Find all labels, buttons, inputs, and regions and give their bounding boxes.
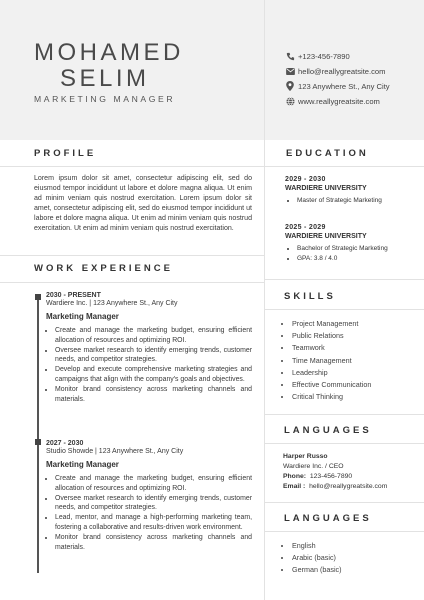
languages-divider <box>265 531 424 532</box>
timeline-marker <box>35 439 41 445</box>
contact-email <box>284 66 385 76</box>
reference-email-label: Email : <box>283 483 306 490</box>
education-years: 2029 - 2030 <box>285 176 326 183</box>
first-name: MOHAMED <box>34 39 184 66</box>
skill-item: • Public Relations <box>292 330 371 342</box>
job-bullet: • Monitor brand consistency across marketing channels and materials. <box>55 533 252 553</box>
reference-divider <box>265 443 424 444</box>
job-role: Marketing Manager <box>46 460 119 469</box>
work-top-divider <box>0 255 264 256</box>
languages-heading: LANGUAGES <box>284 513 372 524</box>
job-bullets <box>46 326 252 404</box>
profile-divider <box>0 166 264 167</box>
skills-divider <box>265 309 424 310</box>
reference-block <box>283 452 387 492</box>
last-name: SELIM <box>60 65 150 92</box>
profile-heading: PROFILE <box>34 148 97 159</box>
job-bullets <box>46 474 252 552</box>
job-bullet: • Create and manage the marketing budget, ensuring efficient allocation of resources and optimizing ROI. <box>55 326 252 346</box>
phone-text: +123-456-7890 <box>298 51 350 61</box>
language-item: • English <box>292 540 342 552</box>
education-divider <box>265 166 424 167</box>
globe-icon <box>284 96 296 106</box>
job-company: Wardiere Inc. | 123 Anywhere St., Any City <box>46 300 178 307</box>
column-divider <box>264 0 265 600</box>
languages-top-divider <box>265 502 424 503</box>
education-item <box>285 224 388 264</box>
skill-item: • Teamwork <box>292 342 371 354</box>
job-bullet: • Develop and execute comprehensive marketing strategies and campaigns that align with the company's goals and objectives. <box>55 365 252 385</box>
contact-website <box>284 96 380 106</box>
reference-phone-label: Phone: <box>283 473 307 480</box>
profile-text: Lorem ipsum dolor sit amet, consectetur adipiscing elit, sed do eiusmod tempor incididunt ut labore et dolore magna aliqua. Ut enim ad minim veniam quis nostrud exercitation. Lorem ipsum dolor sit amet, consectetur adipiscing elit, sed do eiusmod tempor incididunt ut labore et dolore magna aliqua. Ut enim ad minim veniam quis nostrud exercitation. Ut enim ad minim veniam quis nostrud exercitation. <box>34 175 252 232</box>
skills-heading: SKILLS <box>284 291 336 302</box>
language-item: • Arabic (basic) <box>292 552 342 564</box>
skill-item: • Effective Communication <box>292 379 371 391</box>
work-heading: WORK EXPERIENCE <box>34 263 173 274</box>
job-bullet: • Oversee market research to identify emerging trends, customer needs, and competitor strategies. <box>55 494 252 514</box>
education-school: WARDIERE UNIVERSITY <box>285 233 367 240</box>
reference-email[interactable]: hello@reallygreatsite.com <box>309 483 388 490</box>
job-entry <box>46 292 252 404</box>
skill-item: • Time Management <box>292 355 371 367</box>
address-text: 123 Anywhere St., Any City <box>298 81 390 91</box>
education-years: 2025 - 2029 <box>285 224 326 231</box>
location-icon <box>284 81 296 91</box>
reference-phone: 123-456-7890 <box>309 473 353 480</box>
job-bullet: • Monitor brand consistency across marketing channels and materials. <box>55 385 252 405</box>
skill-item: • Critical Thinking <box>292 391 371 403</box>
reference-heading: LANGUAGES <box>284 425 372 436</box>
job-entry <box>46 440 252 552</box>
timeline-line <box>37 296 39 573</box>
education-item <box>285 176 382 206</box>
job-bullet: • Create and manage the marketing budget, ensuring efficient allocation of resources and optimizing ROI. <box>55 474 252 494</box>
skills-top-divider <box>265 279 424 280</box>
education-detail: • GPA: 3.8 / 4.0 <box>297 254 388 264</box>
contact-phone <box>284 51 350 61</box>
job-bullet: • Oversee market research to identify emerging trends, customer needs, and competitor strategies. <box>55 346 252 366</box>
job-bullet: • Lead, mentor, and manage a high-performing marketing team, fostering a collaborative and results-driven work environment. <box>55 513 252 533</box>
skill-item: • Project Management <box>292 318 371 330</box>
job-title: MARKETING MANAGER <box>34 94 176 104</box>
education-detail: • Bachelor of Strategic Marketing <box>297 244 388 254</box>
job-role: Marketing Manager <box>46 312 119 321</box>
skill-item: • Leadership <box>292 367 371 379</box>
reference-company: Wardiere Inc. / CEO <box>283 463 344 470</box>
website-text[interactable]: www.reallygreatsite.com <box>298 96 380 106</box>
education-school: WARDIERE UNIVERSITY <box>285 185 367 192</box>
contact-address <box>284 81 390 91</box>
job-period: 2030 - PRESENT <box>46 292 101 299</box>
job-period: 2027 - 2030 <box>46 440 84 447</box>
email-text[interactable]: hello@reallygreatsite.com <box>298 66 386 76</box>
reference-name: Harper Russo <box>283 453 328 460</box>
education-detail: • Master of Strategic Marketing <box>297 196 382 206</box>
language-item: • German (basic) <box>292 564 342 576</box>
timeline-marker <box>35 294 41 300</box>
phone-icon <box>284 51 296 61</box>
email-icon <box>284 66 296 76</box>
education-heading: EDUCATION <box>286 148 369 159</box>
languages-list <box>285 540 342 577</box>
skills-list <box>285 318 371 403</box>
education-details <box>285 244 388 264</box>
work-divider <box>0 282 264 283</box>
reference-top-divider <box>265 414 424 415</box>
education-details <box>285 196 382 206</box>
job-company: Studio Showde | 123 Anywhere St., Any City <box>46 448 184 455</box>
